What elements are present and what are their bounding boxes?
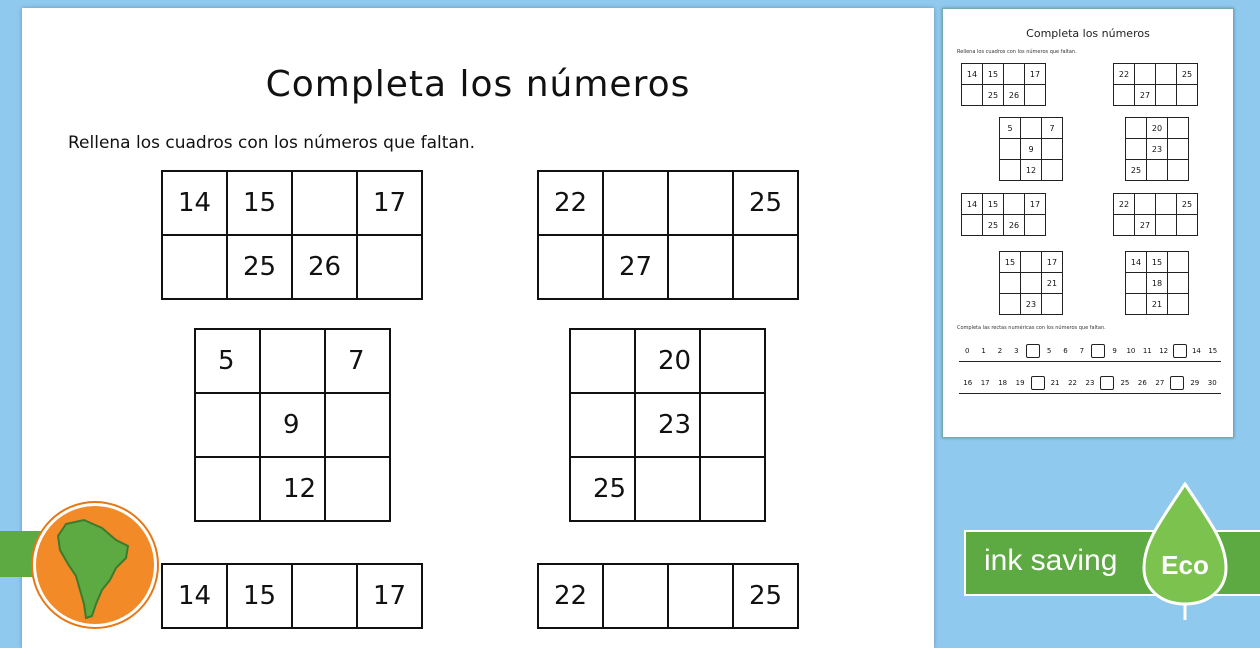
preview-cell [1042, 139, 1063, 160]
preview-cell: 14 [962, 64, 983, 85]
preview-cell [1000, 294, 1021, 315]
preview-cell: 15 [1147, 252, 1168, 273]
preview-cell [1126, 273, 1147, 294]
preview-cell [1114, 85, 1135, 106]
empty-cell[interactable] [669, 236, 734, 300]
preview-cell [1114, 215, 1135, 236]
preview-cell [1000, 160, 1021, 181]
number-line-blank-box[interactable] [1170, 376, 1184, 390]
worksheet-instruction: Rellena los cuadros con los números que faltan. [68, 133, 475, 153]
number-line-tick-label: 12 [1159, 347, 1169, 355]
preview-cell [1177, 85, 1198, 106]
number-cell: 15 [228, 565, 293, 629]
empty-cell[interactable] [571, 330, 636, 394]
preview-cell: 25 [983, 215, 1004, 236]
preview-cell: 25 [1177, 64, 1198, 85]
empty-cell[interactable] [669, 565, 734, 629]
number-cell: 9 [261, 394, 326, 458]
preview-cell: 15 [983, 64, 1004, 85]
preview-grid-2 [1113, 63, 1198, 106]
preview-cell: 25 [1126, 160, 1147, 181]
number-line-tick-label: 6 [1063, 347, 1068, 355]
preview-cell: 18 [1147, 273, 1168, 294]
number-line-blank-box[interactable] [1031, 376, 1045, 390]
preview-cell: 25 [1177, 194, 1198, 215]
preview-cell: 12 [1021, 160, 1042, 181]
preview-cell: 14 [1126, 252, 1147, 273]
empty-cell[interactable] [734, 236, 799, 300]
preview-grid-6 [1113, 193, 1198, 236]
number-line-tick-label: 2 [997, 347, 1003, 355]
worksheet-preview-thumbnail[interactable] [942, 8, 1234, 438]
preview-cell [1135, 64, 1156, 85]
number-line-tick-label: 1 [981, 347, 986, 355]
empty-cell[interactable] [571, 394, 636, 458]
preview-cell: 9 [1021, 139, 1042, 160]
number-cell: 25 [228, 236, 293, 300]
preview-cell [1042, 294, 1063, 315]
preview-cell: 22 [1114, 64, 1135, 85]
number-line-tick-label: 16 [963, 379, 973, 387]
preview-cell [1042, 160, 1063, 181]
empty-cell[interactable] [539, 236, 604, 300]
preview-grid-3 [999, 117, 1063, 181]
number-line-tick-label: 21 [1050, 379, 1060, 387]
preview-cell [1168, 118, 1189, 139]
preview-cell [1000, 273, 1021, 294]
preview-cell [1168, 273, 1189, 294]
number-line-tick-label: 0 [964, 347, 970, 355]
preview-cell [1168, 160, 1189, 181]
preview-cell: 26 [1004, 215, 1025, 236]
preview-cell [1168, 139, 1189, 160]
preview-cell [1147, 160, 1168, 181]
number-line-blank-box[interactable] [1100, 376, 1114, 390]
number-line-blank-box[interactable] [1091, 344, 1105, 358]
empty-cell[interactable] [293, 172, 358, 236]
empty-cell[interactable] [669, 172, 734, 236]
number-line-blank-box[interactable] [1173, 344, 1187, 358]
preview-cell: 17 [1025, 194, 1046, 215]
preview-instruction: Rellena los cuadros con los números que faltan. [957, 49, 1077, 55]
preview-cell: 17 [1025, 64, 1046, 85]
empty-cell[interactable] [701, 330, 766, 394]
number-line-tick-label: 3 [1014, 347, 1019, 355]
preview-cell: 17 [1042, 252, 1063, 273]
preview-cell [1156, 85, 1177, 106]
number-line-tick-label: 23 [1085, 379, 1095, 387]
preview-cell [1126, 118, 1147, 139]
number-cell: 15 [228, 172, 293, 236]
number-line-axis [959, 393, 1221, 394]
number-line-tick-label: 22 [1068, 379, 1077, 387]
preview-cell [1168, 294, 1189, 315]
empty-cell[interactable] [326, 458, 391, 522]
empty-cell[interactable] [293, 565, 358, 629]
preview-cell: 5 [1000, 118, 1021, 139]
preview-grid-8 [1125, 251, 1189, 315]
number-line-tick-label: 14 [1191, 347, 1201, 355]
number-cell: 14 [163, 565, 228, 629]
number-cell: 5 [196, 330, 261, 394]
preview-cell [962, 85, 983, 106]
preview-cell: 26 [1004, 85, 1025, 106]
preview-cell: 15 [1000, 252, 1021, 273]
number-grid-2 [537, 170, 799, 300]
empty-cell[interactable] [196, 458, 261, 522]
eco-label: Eco [1161, 550, 1209, 580]
south-america-map-icon [36, 506, 154, 624]
number-line-tick-label: 29 [1190, 379, 1200, 387]
empty-cell[interactable] [261, 330, 326, 394]
number-line-tick-label: 11 [1142, 347, 1152, 355]
eco-leaf-icon [1140, 482, 1230, 622]
number-cell: 26 [293, 236, 358, 300]
preview-grid-5 [961, 193, 1046, 236]
number-cell: 12 [261, 458, 326, 522]
number-line-tick-label: 15 [1208, 347, 1218, 355]
empty-cell[interactable] [163, 236, 228, 300]
preview-cell: 7 [1042, 118, 1063, 139]
preview-instruction-numberline: Completa las rectas numéricas con los números que faltan. [957, 325, 1106, 331]
preview-cell [1135, 194, 1156, 215]
preview-cell [1177, 215, 1198, 236]
number-line-tick-label: 27 [1155, 379, 1165, 387]
empty-cell[interactable] [604, 172, 669, 236]
preview-cell: 27 [1135, 85, 1156, 106]
number-line-tick-label: 30 [1207, 379, 1217, 387]
preview-cell [1156, 64, 1177, 85]
number-cell: 22 [539, 172, 604, 236]
number-line-tick-label: 10 [1126, 347, 1136, 355]
empty-cell[interactable] [358, 236, 423, 300]
preview-cell [1021, 273, 1042, 294]
number-line [959, 343, 1221, 369]
south-america-badge [33, 503, 157, 627]
preview-cell [962, 215, 983, 236]
preview-cell [1000, 139, 1021, 160]
preview-cell [1004, 194, 1025, 215]
empty-cell[interactable] [196, 394, 261, 458]
preview-cell: 14 [962, 194, 983, 215]
number-grid-4 [569, 328, 766, 522]
number-line-tick-label: 18 [998, 379, 1008, 387]
number-cell: 25 [571, 458, 636, 522]
number-cell: 25 [734, 172, 799, 236]
number-cell: 22 [539, 565, 604, 629]
preview-cell: 20 [1147, 118, 1168, 139]
preview-cell: 23 [1021, 294, 1042, 315]
number-line-axis [959, 361, 1221, 362]
preview-cell [1156, 194, 1177, 215]
number-cell: 17 [358, 172, 423, 236]
empty-cell[interactable] [701, 458, 766, 522]
preview-cell [1126, 294, 1147, 315]
number-line-tick-label: 9 [1112, 347, 1117, 355]
empty-cell[interactable] [326, 394, 391, 458]
preview-cell: 21 [1147, 294, 1168, 315]
empty-cell[interactable] [604, 565, 669, 629]
number-line-tick-label: 19 [1015, 379, 1025, 387]
preview-cell: 21 [1042, 273, 1063, 294]
preview-grid-1 [961, 63, 1046, 106]
number-cell: 25 [734, 565, 799, 629]
preview-cell [1025, 215, 1046, 236]
number-grid-6 [537, 563, 799, 629]
preview-cell [1021, 118, 1042, 139]
preview-cell [1156, 215, 1177, 236]
empty-cell[interactable] [701, 394, 766, 458]
number-cell: 27 [604, 236, 669, 300]
preview-cell: 22 [1114, 194, 1135, 215]
number-line-tick-label: 17 [980, 379, 990, 387]
number-cell: 20 [636, 330, 701, 394]
preview-cell [1126, 139, 1147, 160]
number-grid-3 [194, 328, 391, 522]
preview-cell: 27 [1135, 215, 1156, 236]
number-line-tick-label: 5 [1046, 347, 1052, 355]
number-line-tick-label: 26 [1137, 379, 1147, 387]
worksheet-page [22, 8, 934, 648]
preview-cell: 15 [983, 194, 1004, 215]
preview-cell [1021, 252, 1042, 273]
number-cell: 23 [636, 394, 701, 458]
number-line [959, 375, 1221, 401]
preview-cell: 23 [1147, 139, 1168, 160]
number-cell: 14 [163, 172, 228, 236]
number-grid-5 [161, 563, 423, 629]
preview-cell [1025, 85, 1046, 106]
ink-saving-label: ink saving [984, 544, 1118, 577]
empty-cell[interactable] [636, 458, 701, 522]
number-grid-1 [161, 170, 423, 300]
number-cell: 7 [326, 330, 391, 394]
number-line-blank-box[interactable] [1026, 344, 1040, 358]
number-cell: 17 [358, 565, 423, 629]
number-line-tick-label: 7 [1079, 347, 1085, 355]
preview-cell: 25 [983, 85, 1004, 106]
number-line-tick-label: 25 [1120, 379, 1130, 387]
worksheet-title: Completa los números [265, 64, 691, 105]
preview-grid-7 [999, 251, 1063, 315]
preview-title: Completa los números [1026, 27, 1150, 40]
preview-grid-4 [1125, 117, 1189, 181]
preview-cell [1004, 64, 1025, 85]
preview-cell [1168, 252, 1189, 273]
